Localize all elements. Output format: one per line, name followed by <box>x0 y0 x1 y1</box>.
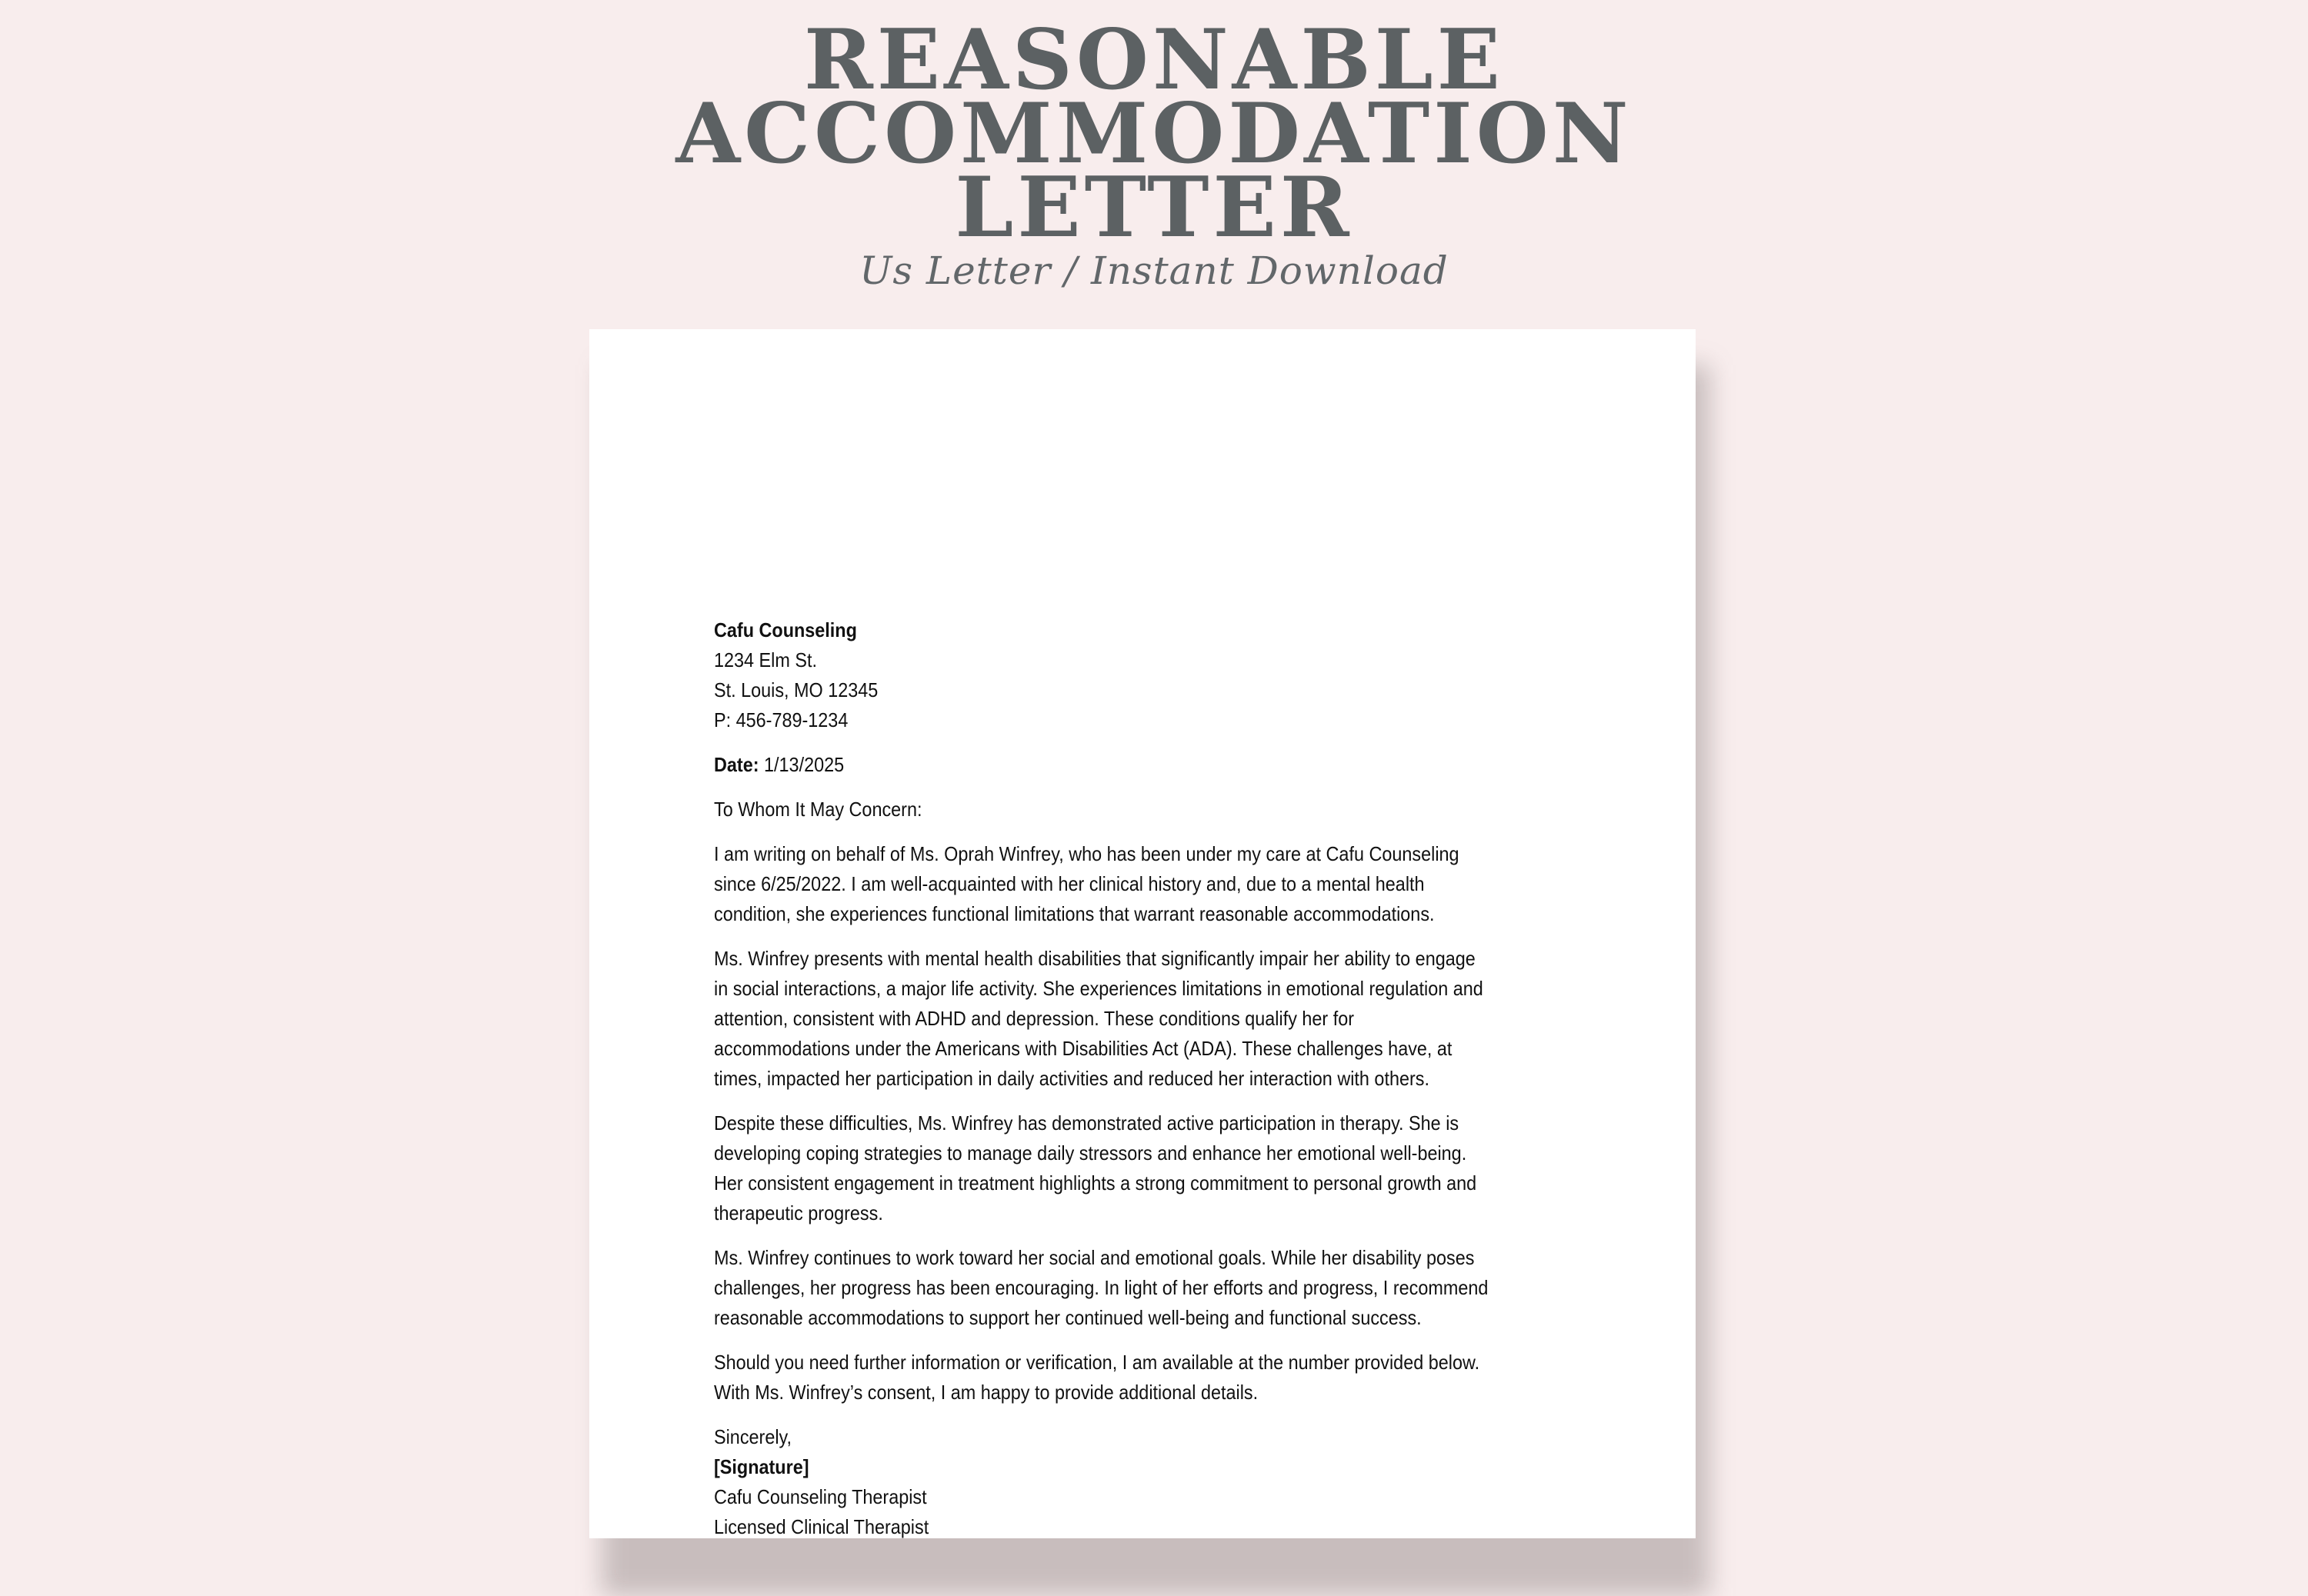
closing-block <box>714 1422 1489 1538</box>
signature: [Signature] <box>714 1455 809 1478</box>
body-paragraph-3: Despite these difficulties, Ms. Winfrey has demonstrated active participation in therapy. She is developing coping strategies to manage daily stressors and enhance her emotional well-being. Her consistent engagement in treatment highlights a strong commitment to personal growth and therapeutic progress. <box>714 1111 1477 1224</box>
body-paragraph-2: Ms. Winfrey presents with mental health disabilities that significantly impair her ability to engage in social interactions, a major life activity. She experiences limitations in emotional regulation and attention, consistent with ADHD and depression. These conditions qualify her for accommodations under the Americans with Disabilities Act (ADA). These challenges have, at times, impacted her participation in daily activities and reduced her interaction with others. <box>714 947 1483 1090</box>
date-label: Date: <box>714 753 759 776</box>
listing-header <box>0 12 2308 294</box>
sender-name: Cafu Counseling <box>714 618 857 641</box>
closing: Sincerely, <box>714 1425 792 1448</box>
letter-body <box>714 615 1489 1538</box>
subtitle: Us Letter / Instant Download <box>859 248 1449 293</box>
sender-block <box>714 615 1489 735</box>
date-line <box>714 750 1489 780</box>
sender-phone: P: 456-789-1234 <box>714 708 849 731</box>
body-paragraph-5: Should you need further information or verification, I am available at the number provided below. With Ms. Winfrey’s consent, I am happy to provide additional details. <box>714 1351 1480 1404</box>
title-line-3: LETTER <box>955 159 1353 256</box>
letter-page <box>589 329 1696 1538</box>
salutation: To Whom It May Concern: <box>714 798 922 821</box>
body-paragraph-4: Ms. Winfrey continues to work toward her social and emotional goals. While her disability poses challenges, her progress has been encouraging. In light of her efforts and progress, I recommend reasonable accommodations to support her continued well-being and functional success. <box>714 1246 1489 1329</box>
body-paragraph-1: I am writing on behalf of Ms. Oprah Winfrey, who has been under my care at Cafu Counseling since 6/25/2022. I am well-acquainted with her clinical history and, due to a mental health condition, she experiences functional limitations that warrant reasonable accommodations. <box>714 842 1459 925</box>
sender-street: 1234 Elm St. <box>714 648 817 671</box>
sender-city: St. Louis, MO 12345 <box>714 678 879 701</box>
title-line-1: REASONABLE <box>804 12 1504 108</box>
date-value: 1/13/2025 <box>764 753 845 776</box>
signer-role: Licensed Clinical Therapist <box>714 1515 929 1538</box>
signer-title: Cafu Counseling Therapist <box>714 1485 927 1508</box>
title-line-2: ACCOMMODATION <box>675 85 1633 182</box>
